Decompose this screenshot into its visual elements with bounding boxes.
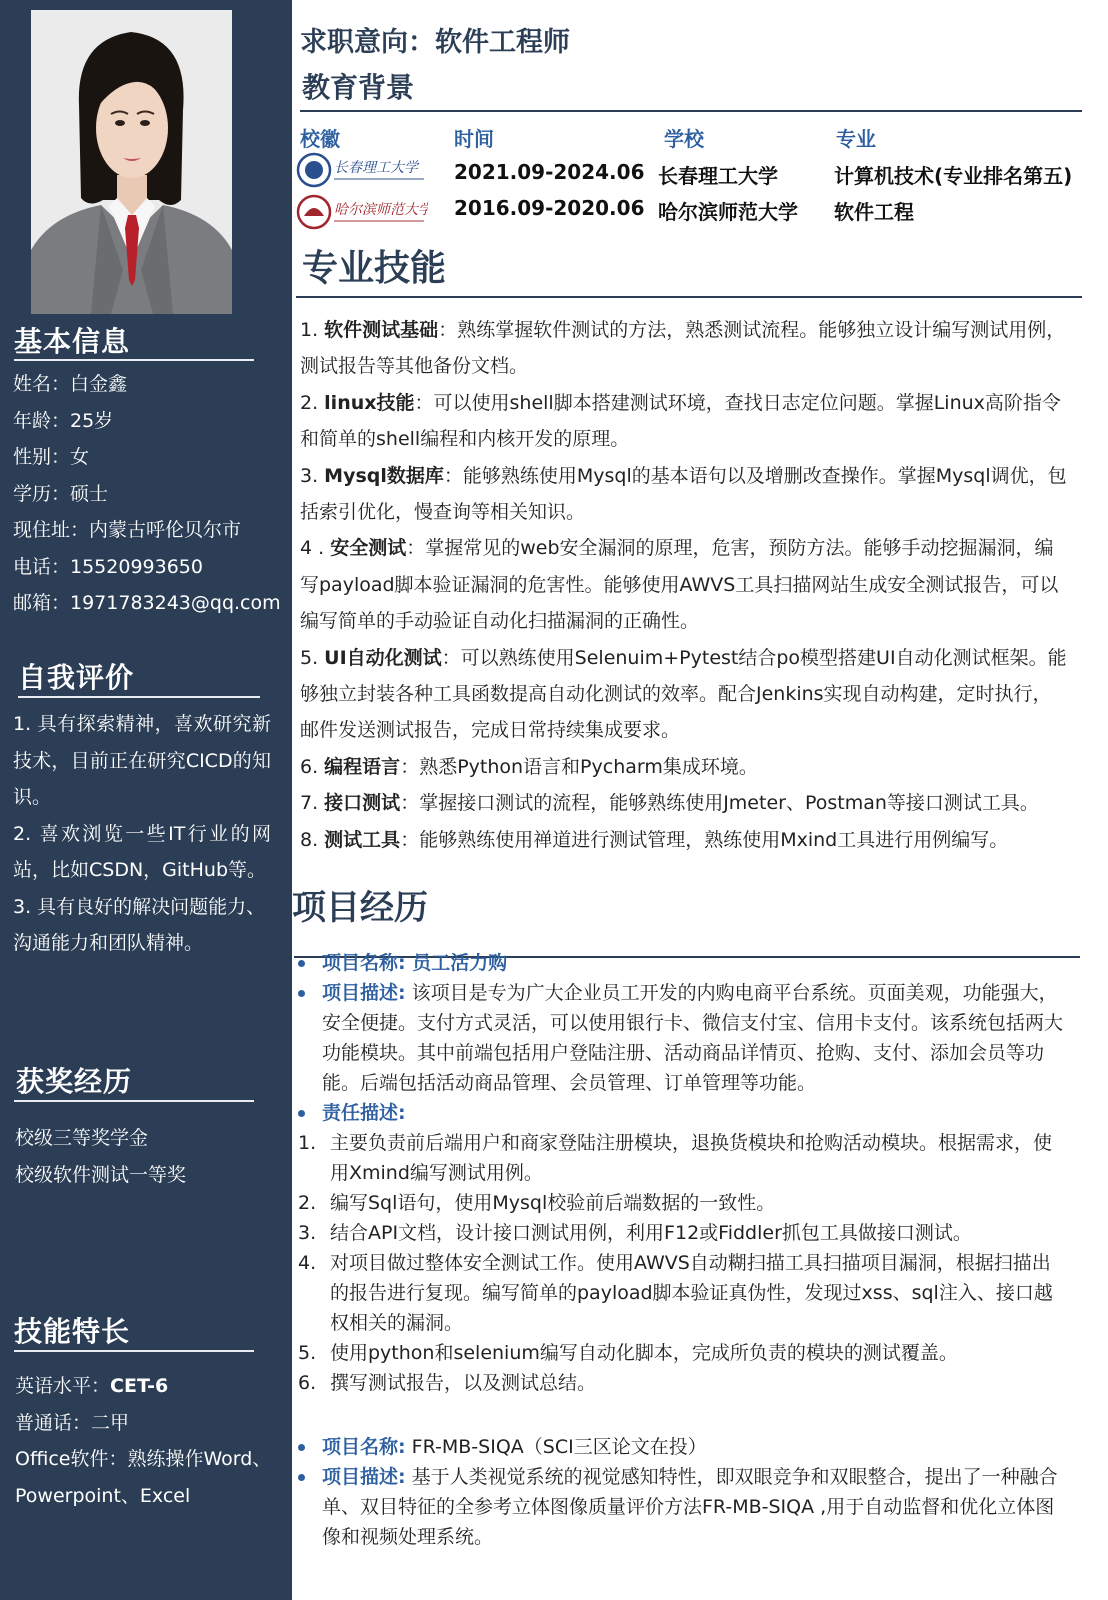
skill-text: ：熟练掌握软件测试的方法，熟悉测试流程。能够独立设计编写测试用例，测试报告等其他备份文档。 [300, 319, 1066, 378]
resp-num: 4. [298, 1252, 317, 1274]
skills-divider [14, 1350, 254, 1352]
age-row: 年龄：25岁 [13, 409, 114, 432]
education-title: 教育背景 [302, 71, 415, 104]
project-name [298, 948, 1068, 978]
edu-header-time: 时间 [454, 127, 494, 151]
resp-text: 撰写测试报告，以及测试总结。 [330, 1372, 597, 1394]
award-item: 校级软件测试一等奖 [15, 1163, 187, 1186]
resp-item [298, 1248, 1068, 1338]
resp-text: 对项目做过整体安全测试工作。使用AWVS自动糊扫描工具扫描项目漏洞，根据扫描出的报告进行复现。编写简单的payload脚本验证真伪性，发现过xss、sql注入、接口越权相关的漏洞。 [330, 1252, 1053, 1334]
projects-title: 项目经历 [292, 888, 428, 928]
skill-item [300, 385, 1070, 458]
self-eval-title: 自我评价 [18, 661, 135, 694]
project-name-label: 项目名称: 员工活力购 [322, 952, 508, 974]
skill-text: ：熟悉Python语言和Pycharm集成环境。 [400, 755, 758, 778]
skill-label: linux技能 [324, 391, 415, 414]
skill-num: 6. [300, 755, 325, 778]
skill-text: ：掌握常见的web安全漏洞的原理，危害，预防方法。能够手动挖掘漏洞，编写payload脚本验证漏洞的危害性。能够使用AWVS工具扫描网站生成安全测试报告，可以编写简单的手动验证自动化扫描漏洞的正确性。 [300, 537, 1059, 633]
phone-row: 电话：15520993650 [13, 555, 203, 578]
skill-label: 编程语言 [324, 755, 401, 778]
skill-item [300, 530, 1070, 639]
skills-list [15, 1368, 271, 1514]
skill-num: 5. [300, 646, 325, 669]
english-row [15, 1368, 271, 1405]
skill-text: ：可以熟练使用Selenuim+Pytest结合po模型搭建UI自动化测试框架。能够独立封装各种工具函数提高自动化测试的效率。配合Jenkins实现自动构建，定时执行，邮件发送测试报告，完成日常持续集成要求。 [300, 646, 1067, 742]
skill-item [300, 822, 1070, 858]
resp-text: 主要负责前后端用户和商家登陆注册模块，退换货模块和抢购活动模块。根据需求，使用Xmind编写测试用例。 [330, 1132, 1053, 1184]
english-label: 英语水平： [15, 1375, 111, 1397]
skill-num: 4 . [300, 537, 331, 560]
skill-label: 接口测试 [324, 792, 401, 815]
resp-num: 6. [298, 1372, 317, 1394]
school-logo-text: 哈尔滨师范大学 [334, 202, 428, 218]
edu-header-school: 学校 [664, 127, 704, 151]
project-name-text: FR-MB-SIQA（SCI三区论文在投） [405, 1436, 707, 1458]
skill-text: ：能够熟练使用Mysql的基本语句以及增删改查操作。掌握Mysql调优，包括索引优化，慢查询等相关知识。 [300, 464, 1067, 524]
pro-skills-title: 专业技能 [302, 248, 447, 289]
skill-label: 安全测试 [330, 537, 407, 560]
skill-item [300, 640, 1070, 749]
edu-major: 计算机技术(专业排名第五) [834, 164, 1073, 188]
pro-skills-list [300, 312, 1070, 858]
gender-row: 性别：女 [13, 446, 90, 468]
resp-text: 使用python和selenium编写自动化脚本，完成所负责的模块的测试覆盖。 [330, 1342, 958, 1364]
mandarin-row: 普通话：二甲 [15, 1411, 130, 1434]
skill-label: 软件测试基础 [324, 319, 439, 341]
skill-item [300, 749, 1070, 785]
project-desc [298, 978, 1068, 1098]
resp-num: 2. [298, 1192, 317, 1214]
basic-info-title: 基本信息 [14, 325, 131, 358]
self-eval-item: 3. 具有良好的解决问题能力、沟通能力和团队精神。 [13, 895, 266, 954]
skill-num: 2. [300, 391, 325, 414]
education-divider [300, 110, 1082, 112]
resp-num: 5. [298, 1342, 317, 1364]
self-eval-item: 1. 具有探索精神，喜欢研究新技术，目前正在研究CICD的知识。 [13, 713, 271, 808]
skill-text: ：能够熟练使用禅道进行测试管理，熟练使用Mxind工具进行用例编写。 [400, 828, 1009, 851]
email-row: 邮箱：1971783243@qq.com [13, 592, 281, 614]
school-logo-hrbnu [296, 194, 428, 230]
name-row: 姓名：白金鑫 [13, 373, 128, 395]
edu-school: 哈尔滨师范大学 [658, 200, 798, 224]
awards-list [15, 1120, 186, 1193]
skill-num: 8. [300, 828, 325, 851]
project-1 [298, 948, 1068, 1398]
self-eval-divider [18, 696, 260, 698]
school-logo-cust [296, 152, 428, 188]
resp-item [298, 1368, 1068, 1398]
skill-item [300, 312, 1070, 385]
self-eval-list [13, 706, 271, 962]
address-row: 现住址：内蒙古呼伦贝尔市 [13, 519, 242, 541]
skills-title: 技能特长 [14, 1315, 131, 1348]
project-desc-label: 项目描述: [322, 982, 406, 1004]
profile-photo [31, 10, 232, 314]
awards-divider [14, 1100, 254, 1102]
office-row: Office软件：熟练操作Word、 [15, 1448, 272, 1470]
pro-skills-divider [296, 296, 1082, 298]
project-name [298, 1432, 1068, 1462]
edu-time: 2021.09-2024.06 [454, 160, 645, 184]
skill-label: 测试工具 [324, 828, 401, 851]
job-intent: 求职意向：软件工程师 [300, 27, 570, 58]
skill-text: ：掌握接口测试的流程，能够熟练使用Jmeter、Postman等接口测试工具。 [400, 792, 1039, 815]
resp-text: 编写Sql语句，使用Mysql校验前后端数据的一致性。 [330, 1192, 776, 1214]
project-desc-text: 该项目是专为广大企业员工开发的内购电商平台系统。页面美观，功能强大，安全便捷。支付方式灵活，可以使用银行卡、微信支付宝、信用卡支付。该系统包括两大功能模块。其中前端包括用户登陆注册、活动商品详情页、抢购、支付、添加会员等功能。后端包括活动商品管理、会员管理、订单管理等功能。 [322, 982, 1064, 1094]
project-desc [298, 1462, 1068, 1552]
award-item: 校级三等奖学金 [15, 1127, 149, 1149]
project-desc-text: 基于人类视觉系统的视觉感知特性，即双眼竞争和双眼整合，提出了一种融合单、双目特征的全参考立体图像质量评价方法FR-MB-SIQA ,用于自动监督和优化立体图像和视频处理系统。 [322, 1466, 1058, 1548]
resp-num: 1. [298, 1132, 317, 1154]
basic-info-list [13, 366, 281, 622]
resp-item [298, 1338, 1068, 1368]
skill-num: 7. [300, 792, 325, 815]
resp-text: 结合API文档，设计接口测试用例，利用F12或Fiddler抓包工具做接口测试。 [330, 1222, 972, 1244]
resp-item [298, 1128, 1068, 1188]
edu-school: 长春理工大学 [658, 164, 778, 188]
edu-major: 软件工程 [834, 200, 914, 224]
english-value: CET-6 [110, 1375, 169, 1397]
project-name-label: 项目名称: [322, 1436, 406, 1458]
skill-num: 1. [300, 319, 325, 341]
skill-item [300, 785, 1070, 821]
sidebar [0, 0, 292, 1600]
project-resp [298, 1098, 1068, 1128]
edu-time: 2016.09-2020.06 [454, 196, 645, 220]
awards-title: 获奖经历 [16, 1065, 133, 1098]
degree-row: 学历：硕士 [13, 482, 109, 505]
skill-label: Mysql数据库 [324, 464, 444, 487]
project-desc-label: 项目描述: [322, 1466, 406, 1488]
skill-text: ：可以使用shell脚本搭建测试环境，查找日志定位问题。掌握Linux高阶指令和简单的shell编程和内核开发的原理。 [300, 391, 1061, 451]
school-logo-text: 长春理工大学 [334, 160, 418, 176]
self-eval-item: 2. 喜欢浏览一些IT行业的网站，比如CSDN，GitHub等。 [13, 822, 271, 881]
edu-header-major: 专业 [836, 127, 876, 151]
main-content [292, 0, 1108, 1600]
resp-item [298, 1188, 1068, 1218]
project-resp-label: 责任描述: [322, 1102, 406, 1124]
skill-item [300, 458, 1070, 531]
resp-item [298, 1218, 1068, 1248]
resp-num: 3. [298, 1222, 317, 1244]
edu-header-logo: 校徽 [300, 127, 340, 151]
basic-info-divider [14, 359, 254, 361]
skill-label: UI自动化测试 [324, 646, 442, 669]
project-2 [298, 1432, 1068, 1552]
office-row-cont: Powerpoint、Excel [15, 1484, 191, 1507]
skill-num: 3. [300, 464, 325, 487]
